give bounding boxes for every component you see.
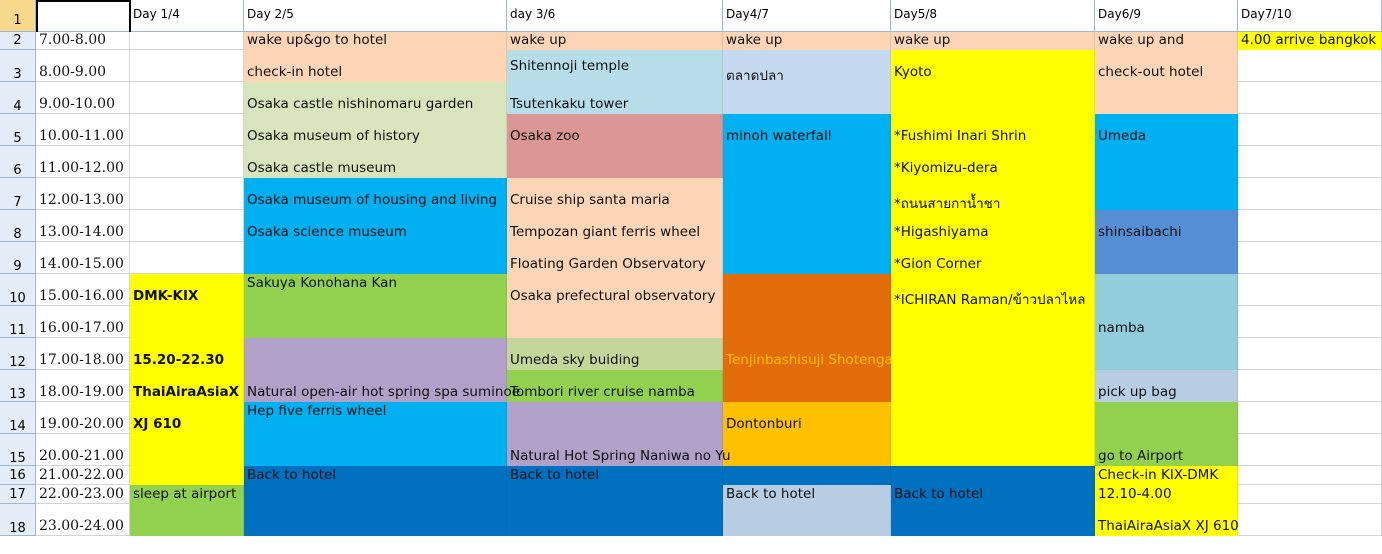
grid-cell[interactable] [130,50,244,82]
day6-shinsaibachi-block[interactable] [1095,210,1238,274]
time-slot-cell[interactable] [36,146,130,178]
day2-back-hotel-text: Back to hotel [247,467,337,483]
time-slot-label: 20.00-21.00 [39,448,124,464]
row-header[interactable]: 17 [0,485,36,504]
day1-flight-text: XJ 610 [133,416,182,432]
grid-cell[interactable] [1238,242,1382,274]
time-slot-cell[interactable] [36,370,130,402]
grid-cell[interactable] [1238,114,1382,146]
time-slot-cell[interactable] [36,274,130,306]
day2-garden-text: Osaka castle nishinomaru garden [247,96,474,112]
row-header[interactable]: 12 [0,338,36,370]
grid-cell[interactable] [1238,466,1382,485]
grid-cell[interactable] [130,146,244,178]
day3-back-hotel-text: Back to hotel [510,467,600,483]
day2-science-text: Osaka science museum [247,224,407,240]
day2-history-text: Osaka museum of history [247,128,420,144]
day3-naniwa-text: Natural Hot Spring Naniwa no Yu [510,448,731,464]
grid-cell[interactable] [1238,306,1382,338]
grid-cell[interactable] [1238,504,1382,536]
grid-cell[interactable] [130,82,244,114]
grid-cell[interactable] [1238,210,1382,242]
row-header-1[interactable] [0,0,36,32]
row-header[interactable]: 6 [0,146,36,178]
time-slot-cell[interactable] [36,82,130,114]
time-slot-label: 21.00-22.00 [39,467,124,483]
day6-checkout-text: check-out hotel [1098,64,1204,80]
grid-cell[interactable] [1238,146,1382,178]
row-header[interactable]: 15 [0,434,36,466]
time-slot-label: 19.00-20.00 [39,416,124,432]
row-header[interactable]: 3 [0,50,36,82]
day4-minoh-text: minoh waterfall [726,128,832,144]
day4-dontonburi-block[interactable] [723,402,891,466]
grid-cell[interactable] [130,178,244,210]
day2-hotspring-text: Natural open-air hot spring spa suminoe [247,384,521,400]
column-header[interactable]: Day 2/5 [244,0,507,32]
grid-cell[interactable] [1238,178,1382,210]
day6-flight-text: ThaiAiraAsiaX XJ 610 [1098,518,1239,534]
column-header[interactable]: Day6/9 [1095,0,1238,32]
day2-hepfive-text: Hep five ferris wheel [247,403,387,419]
column-header[interactable]: Day7/10 [1238,0,1382,32]
time-slot-cell[interactable] [36,485,130,504]
time-slot-label: 18.00-19.00 [39,384,124,400]
day1-flight-block[interactable] [130,274,244,485]
day4-dontonburi-text: Dontonburi [726,416,802,432]
row-header[interactable]: 9 [0,242,36,274]
row-header[interactable]: 10 [0,274,36,306]
time-slot-label: 13.00-14.00 [39,224,124,240]
grid-cell[interactable] [130,32,244,50]
day7-arrive-text: 4.00 arrive bangkok [1241,32,1377,48]
grid-cell[interactable] [1238,370,1382,402]
day6-flight-time-text: 12.10-4.00 [1098,486,1172,502]
day2-housing-text: Osaka museum of housing and living [247,192,498,208]
time-slot-label: 11.00-12.00 [39,160,124,176]
time-slot-label: 16.00-17.00 [39,320,124,336]
row-header[interactable]: 4 [0,82,36,114]
time-slot-label: 8.00-9.00 [39,64,107,80]
day6-shinsaibachi-text: shinsaibachi [1098,224,1182,240]
day1-sleep-text: sleep at airport [133,486,237,502]
grid-cell[interactable] [1238,434,1382,466]
time-slot-cell[interactable] [36,306,130,338]
column-header[interactable]: Day 1/4 [130,0,244,32]
day1-airline-text: ThaiAiraAsiaX [133,384,240,400]
time-slot-cell[interactable] [36,504,130,536]
time-slot-label: 7.00-8.00 [39,32,107,48]
grid-cell[interactable] [1238,338,1382,370]
time-slot-cell[interactable] [36,402,130,434]
time-slot-label: 9.00-10.00 [39,96,115,112]
grid-cell[interactable] [130,242,244,274]
day4-tenjin-text: Tenjinbashisuji Shotenga [726,352,893,368]
time-slot-cell[interactable] [36,434,130,466]
day6-umeda-text: Umeda [1098,128,1147,144]
grid-cell[interactable] [1238,402,1382,434]
day5-higashiyama-text: *Higashiyama [894,224,989,240]
day2-checkin-text: check-in hotel [247,64,343,80]
day2-wake-text: wake up&go to hotel [247,32,388,48]
day6-wake-text: wake up and [1098,32,1185,48]
day3-cruise-text: Cruise ship santa maria [510,192,670,208]
day6-pickup-text: pick up bag [1098,384,1177,400]
row-number: 1 [13,13,22,28]
row-header[interactable]: 2 [0,32,36,50]
day4-back-hotel-text: Back to hotel [726,486,816,502]
day5-kiyomizu-text: *Kiyomizu-dera [894,160,998,176]
day3-tombori-text: Tombori river cruise namba [510,384,695,400]
day6-checkin-kix-text: Check-in KIX-DMK [1098,467,1219,483]
day3-floating-text: Floating Garden Observatory [510,256,706,272]
time-slot-label: 12.00-13.00 [39,192,124,208]
day5-ichiran-text: *ICHIRAN Raman/ข้าวปลาไหล [894,292,1086,308]
day3-zoo-block[interactable] [507,114,723,178]
time-slot-cell[interactable] [36,242,130,274]
day6-airport-text: go to Airport [1098,448,1184,464]
day2-castle-museum-text: Osaka castle museum [247,160,397,176]
time-slot-label: 22.00-23.00 [39,486,124,502]
day5-back-hotel-text: Back to hotel [894,486,984,502]
grid-cell[interactable] [1238,274,1382,306]
row-header[interactable]: 5 [0,114,36,146]
row-header[interactable]: 13 [0,370,36,402]
day3-zoo-text: Osaka zoo [510,128,580,144]
time-slot-label: 10.00-11.00 [39,128,124,144]
row-header[interactable]: 16 [0,466,36,485]
day4-tenjin-block[interactable] [723,274,891,402]
day3-prefectural-text: Osaka prefectural observatory [510,288,716,304]
day3-tsutenkaku-text: Tsutenkaku tower [510,96,629,112]
day4-dark-block[interactable] [723,466,891,485]
row-header[interactable]: 7 [0,178,36,210]
row-header[interactable]: 14 [0,402,36,434]
day5-kyoto-text: Kyoto [894,64,932,80]
column-header[interactable]: Day4/7 [723,0,891,32]
day3-wake-text: wake up [510,32,567,48]
time-slot-cell[interactable] [36,338,130,370]
column-header[interactable]: day 3/6 [507,0,723,32]
day1-route-text: DMK-KIX [133,288,199,304]
day5-teapot-road-text: *ถนนสายกาน้ำชา [894,196,1001,212]
column-header[interactable]: Day5/8 [891,0,1095,32]
grid-cell[interactable] [1238,485,1382,504]
time-slot-label: 23.00-24.00 [39,518,124,534]
time-slot-cell[interactable] [36,178,130,210]
time-slot-label: 17.00-18.00 [39,352,124,368]
column-header[interactable] [36,0,130,32]
day1-time-text: 15.20-22.30 [133,352,225,368]
time-slot-cell[interactable] [36,210,130,242]
time-slot-label: 15.00-16.00 [39,288,124,304]
day6-namba-text: namba [1098,320,1145,336]
row-header[interactable]: 8 [0,210,36,242]
day3-umeda-sky-text: Umeda sky buiding [510,352,640,368]
day3-shitennoji-text: Shitennoji temple [510,58,630,74]
time-slot-cell[interactable] [36,50,130,82]
day2-sakuya-text: Sakuya Konohana Kan [247,275,398,291]
time-slot-label: 14.00-15.00 [39,256,124,272]
day5-fushimi-text: *Fushimi Inari Shrin [894,128,1027,144]
day5-wake-text: wake up [894,32,951,48]
day4-market-text: ตลาดปลา [726,68,784,84]
time-slot-cell[interactable] [36,114,130,146]
day5-gion-text: *Gion Corner [894,256,982,272]
time-slot-cell[interactable] [36,466,130,485]
day4-wake-text: wake up [726,32,783,48]
grid-cell[interactable] [1238,82,1382,114]
grid-cell[interactable] [130,114,244,146]
row-header[interactable]: 11 [0,306,36,338]
row-header[interactable]: 18 [0,504,36,536]
grid-cell[interactable] [1238,50,1382,82]
grid-cell[interactable] [130,210,244,242]
day3-tempozan-text: Tempozan giant ferris wheel [510,224,701,240]
time-slot-cell[interactable] [36,32,130,50]
